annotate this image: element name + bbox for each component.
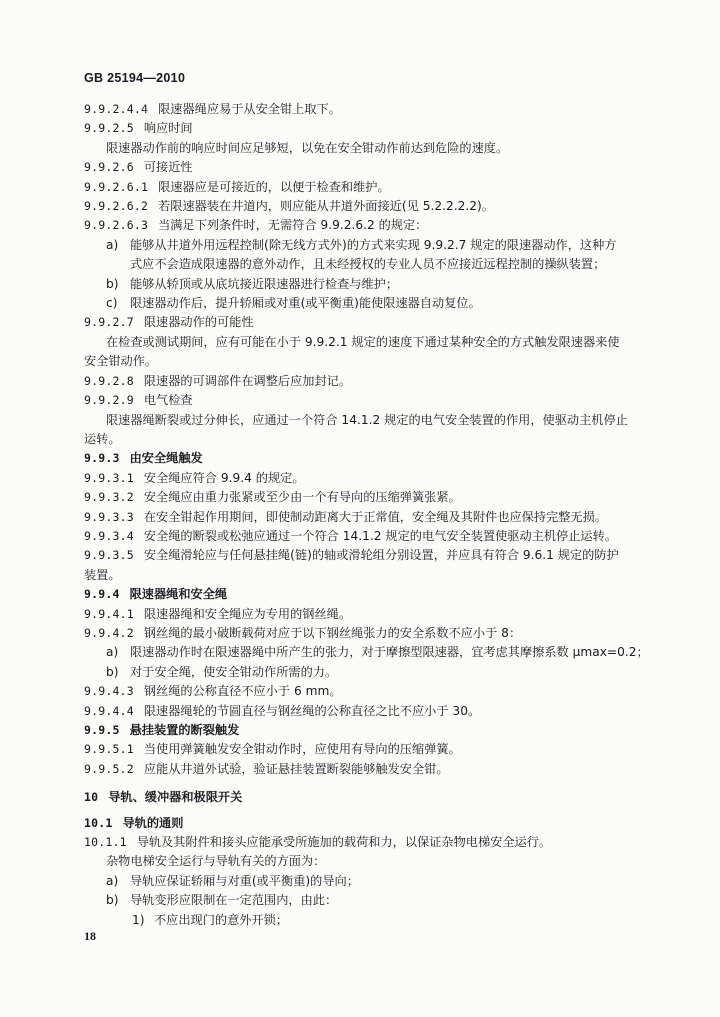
clause-9-9-3-4 <box>84 527 644 546</box>
clause-number: 9.9.3.4 <box>84 528 134 543</box>
clause-body: 在检查或测试期间，应有可能在小于 9.9.2.1 规定的速度下通过某种安全的方式触发限速器来使 <box>106 334 620 349</box>
item-text: 对于安全绳，使安全钳动作所需的力。 <box>130 664 338 679</box>
clause-number: 9.9.4.4 <box>84 703 134 718</box>
clause-9-9-4-2 <box>84 624 644 643</box>
clause-number: 9.9.2.6.3 <box>84 218 149 233</box>
clause-number: 9.9.5.2 <box>84 761 134 776</box>
clause-number: 9.9.3.2 <box>84 490 134 505</box>
item-text: 限速器动作后，提升轿厢或对重(或平衡重)能使限速器自动复位。 <box>130 296 481 311</box>
clause-text: 安全绳应符合 9.9.4 的规定。 <box>143 470 305 485</box>
list-item-a <box>84 872 644 891</box>
clause-10-1-1 <box>84 833 644 852</box>
item-marker: b) <box>106 276 119 291</box>
item-text: 限速器动作时在限速器绳中所产生的张力，对于摩擦型限速器，宜考虑其摩擦系数 μmax=0.2； <box>130 645 649 660</box>
list-item-a <box>84 643 649 662</box>
list-item-b <box>84 663 644 682</box>
page-number: 18 <box>84 929 96 943</box>
clause-9-9-2-9 <box>84 391 644 410</box>
clause-text: 安全绳的断裂或松弛应通过一个符合 14.1.2 规定的电气安全装置使驱动主机停止运转。 <box>143 528 617 543</box>
clause-9-9-2-6-1 <box>84 178 644 197</box>
clause-number: 9.9.2.6 <box>84 160 134 175</box>
clause-text: 限速器绳轮的节圆直径与钢丝绳的公称直径之比不应小于 30。 <box>143 703 481 718</box>
clause-number: 10.1 <box>84 815 113 830</box>
clause-text: 在安全钳起作用期间，即使制动距离大于正常值，安全绳及其附件也应保持完整无损。 <box>143 509 607 524</box>
clause-text: 安全绳应由重力张紧或至少由一个有导向的压缩弹簧张紧。 <box>143 490 461 505</box>
clause-9-9-4-4 <box>84 702 644 721</box>
item-marker: a) <box>106 237 119 252</box>
clause-number: 9.9.3.5 <box>84 548 134 563</box>
item-marker: b) <box>106 893 119 908</box>
item-marker: a) <box>106 645 119 660</box>
clause-number: 9.9.2.6.2 <box>84 199 149 214</box>
clause-text: 钢丝绳的最小破断载荷对应于以下钢丝绳张力的安全系数不应小于 8： <box>143 625 522 640</box>
clause-9-9-5-1 <box>84 740 644 759</box>
clause-title: 由安全绳触发 <box>129 451 203 466</box>
clause-number: 9.9.3.3 <box>84 509 134 524</box>
standard-header: GB 25194—2010 <box>84 71 186 85</box>
list-item-a-continued <box>84 255 644 274</box>
clause-text: 若限速器装在井道内，则应能从井道外面接近(见 5.2.2.2.2)。 <box>158 199 494 214</box>
section-number: 10 <box>84 790 99 805</box>
clause-body: 杂物电梯安全运行与导轨有关的方面为： <box>106 854 326 869</box>
clause-number: 9.9.2.6.1 <box>84 179 149 194</box>
clause-text: 导轨及其附件和接头应能承受所施加的载荷和力，以保证杂物电梯安全运行。 <box>136 835 552 850</box>
clause-number: 9.9.2.4.4 <box>84 102 149 116</box>
clause-number: 9.9.5.1 <box>84 742 134 757</box>
clause-number: 9.9.2.9 <box>84 393 134 408</box>
item-text: 能够从井道外用远程控制(除无线方式外)的方式来实现 9.9.2.7 规定的限速器动作，这种方 <box>130 237 617 252</box>
clause-number: 9.9.2.7 <box>84 315 134 330</box>
sub-item-marker: 1) <box>132 912 145 927</box>
item-text: 导轨变形应限制在一定范围内，由此： <box>130 893 338 908</box>
clause-9-9-2-4-4 <box>84 100 644 119</box>
section-10-heading <box>84 788 644 807</box>
clause-body-continued: 运转。 <box>84 431 121 446</box>
clause-9-9-2-6 <box>84 158 644 177</box>
clause-number: 9.9.4 <box>84 587 120 602</box>
clause-title: 可接近性 <box>143 160 193 175</box>
clause-9-9-5 <box>84 721 644 740</box>
clause-number: 9.9.2.8 <box>84 373 134 388</box>
list-item-b <box>84 891 644 910</box>
clause-9-9-4 <box>84 585 644 604</box>
clause-number: 9.9.4.3 <box>84 684 134 699</box>
list-item-c <box>84 294 644 313</box>
clause-number: 9.9.4.1 <box>84 606 134 621</box>
clause-text-continued: 装置。 <box>84 567 121 582</box>
clause-9-9-3-3 <box>84 508 644 527</box>
item-text: 能够从轿顶或从底坑接近限速器进行检查与维护； <box>130 276 399 291</box>
clause-9-9-3-2 <box>84 488 644 507</box>
clause-text: 限速器绳应易于从安全钳上取下。 <box>158 102 341 116</box>
clause-9-9-2-8 <box>84 372 644 391</box>
section-title: 导轨、缓冲器和极限开关 <box>108 790 243 805</box>
list-item-b <box>84 275 644 294</box>
item-text: 式应不会造成限速器的意外动作，且未经授权的专业人员不应接近远程控制的操纵装置； <box>130 257 606 272</box>
clause-body-continued: 安全钳动作。 <box>84 354 158 369</box>
clause-number: 10.1.1 <box>84 835 127 850</box>
clause-title: 导轨的通则 <box>122 815 184 830</box>
clause-9-9-3 <box>84 449 644 468</box>
clause-number: 9.9.5 <box>84 723 120 737</box>
clause-9-9-2-6-2 <box>84 197 644 216</box>
item-marker: a) <box>106 873 119 888</box>
clause-title: 限速器绳和安全绳 <box>129 587 228 602</box>
clause-9-9-5-2 <box>84 760 644 779</box>
sub-item-1 <box>84 911 644 930</box>
clause-10-1 <box>84 814 644 833</box>
clause-title: 响应时间 <box>143 121 193 136</box>
document-body <box>84 100 649 930</box>
clause-number: 9.9.3 <box>84 451 120 466</box>
clause-number: 9.9.3.1 <box>84 470 134 485</box>
item-marker: c) <box>106 296 118 311</box>
clause-text: 当满足下列条件时，无需符合 9.9.2.6.2 的规定： <box>158 218 428 233</box>
clause-9-9-4-3 <box>84 682 644 701</box>
clause-9-9-4-1 <box>84 605 644 624</box>
sub-item-text: 不应出现门的意外开锁； <box>154 912 289 927</box>
clause-body: 限速器绳断裂或过分伸长，应通过一个符合 14.1.2 规定的电气安全装置的作用，使驱动主机停止 <box>106 412 628 427</box>
clause-9-9-2-6-3 <box>84 216 644 235</box>
clause-text: 安全绳滑轮应与任何悬挂绳(链)的轴或滑轮组分别设置，并应具有符合 9.6.1 规定的防护 <box>143 548 619 563</box>
clause-text: 钢丝绳的公称直径不应小于 6 mm。 <box>143 684 342 699</box>
item-text: 导轨应保证轿厢与对重(或平衡重)的导向； <box>130 873 359 888</box>
clause-9-9-3-5 <box>84 546 644 565</box>
clause-text: 应能从井道外试验，验证悬挂装置断裂能够触发安全钳。 <box>143 761 449 776</box>
clause-text: 限速器绳和安全绳应为专用的钢丝绳。 <box>143 606 352 621</box>
clause-text: 限速器的可调部件在调整后应加封记。 <box>143 373 352 388</box>
clause-text: 限速器应是可接近的，以便于检查和维护。 <box>158 179 390 194</box>
clause-body: 限速器动作前的响应时间应足够短，以免在安全钳动作前达到危险的速度。 <box>106 140 509 155</box>
clause-9-9-3-1 <box>84 469 644 488</box>
clause-number: 9.9.2.5 <box>84 121 134 136</box>
clause-9-9-2-5 <box>84 119 644 138</box>
clause-title: 电气检查 <box>143 393 193 408</box>
clause-number: 9.9.4.2 <box>84 625 134 640</box>
clause-title: 悬挂装置的断裂触发 <box>129 723 240 737</box>
list-item-a <box>84 236 644 255</box>
clause-text: 当使用弹簧触发安全钳动作时，应使用有导向的压缩弹簧。 <box>143 742 461 757</box>
clause-title: 限速器动作的可能性 <box>143 315 254 330</box>
clause-9-9-2-7 <box>84 313 644 332</box>
item-marker: b) <box>106 664 119 679</box>
